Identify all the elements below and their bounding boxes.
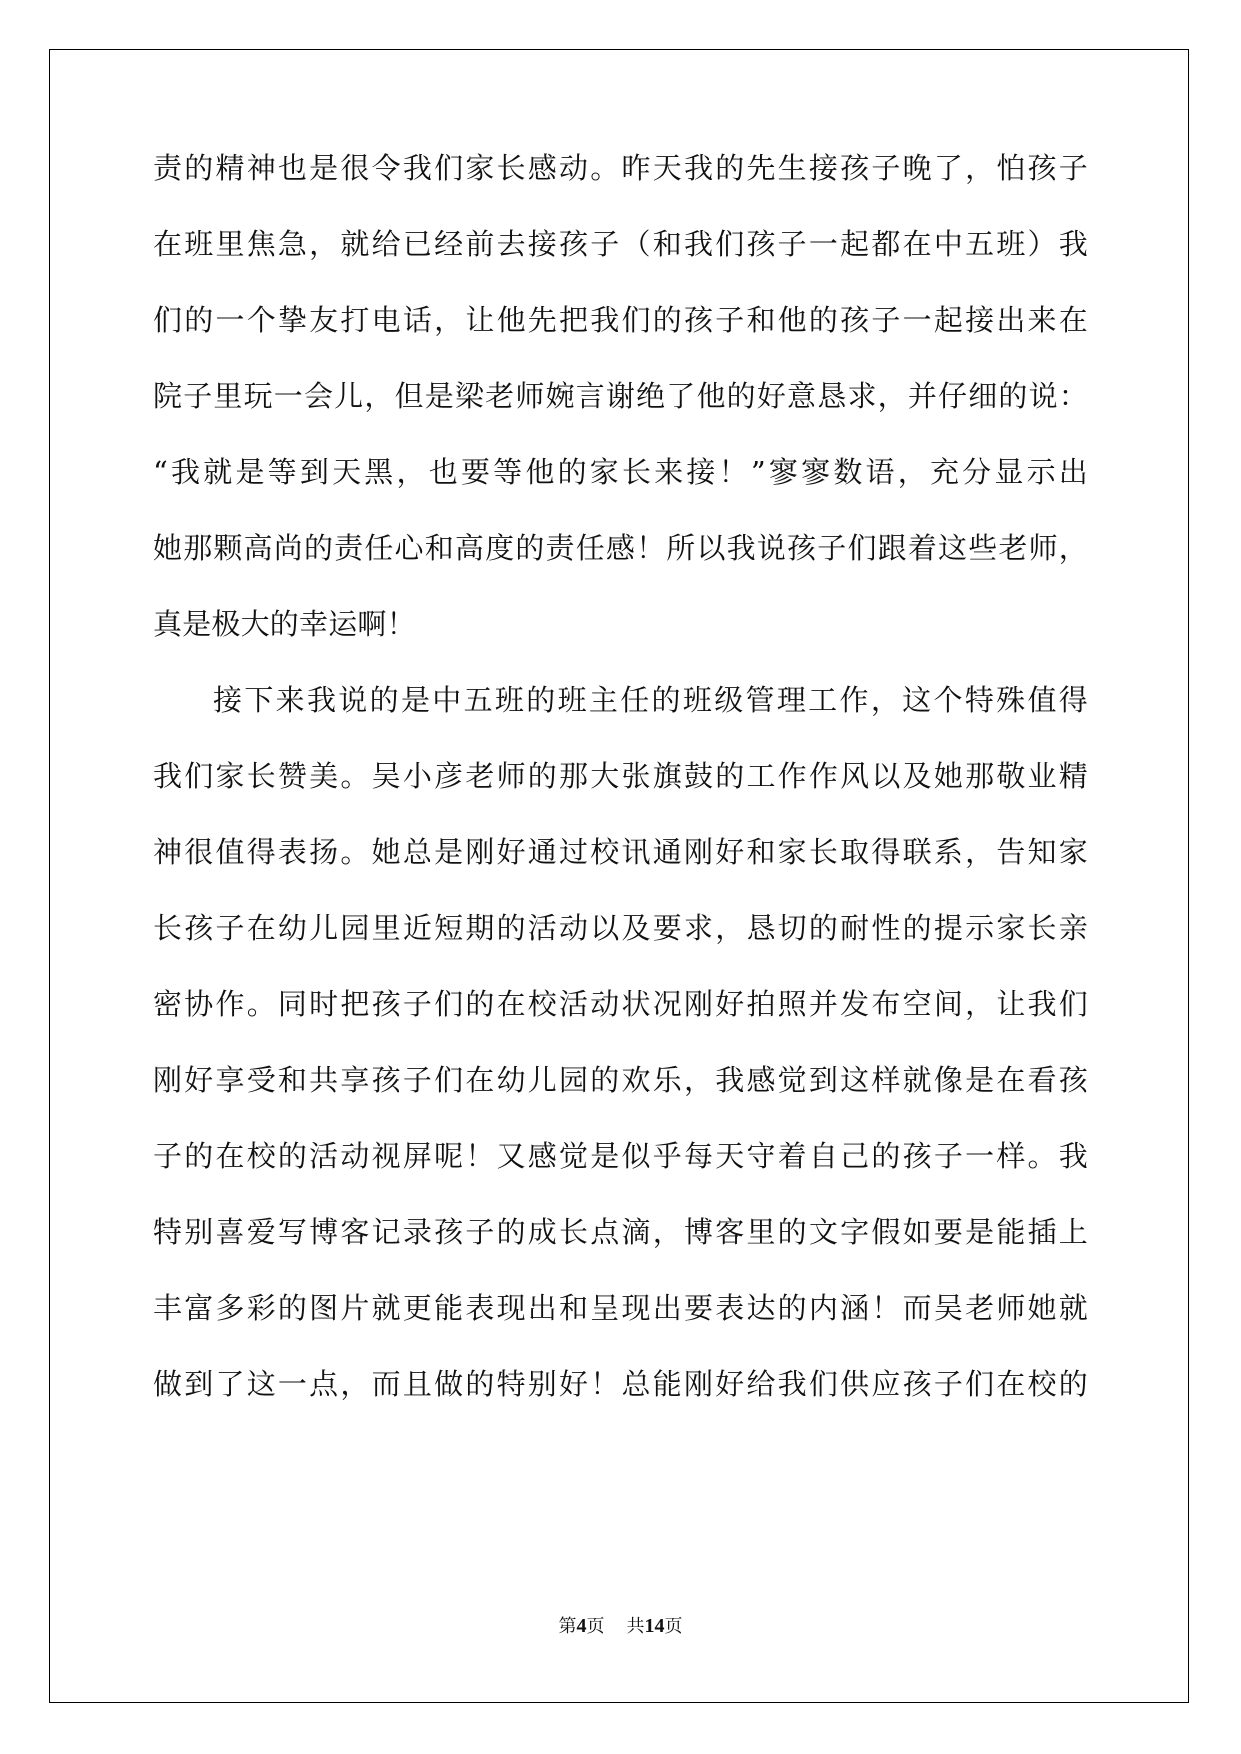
paragraph-line: 院子里玩一会儿，但是梁老师婉言谢绝了他的好意恳求，并仔细的说： bbox=[153, 379, 1088, 413]
paragraph-line: 刚好享受和共享孩子们在幼儿园的欢乐，我感觉到这样就像是在看孩 bbox=[153, 1063, 1088, 1097]
paragraph-line: 在班里焦急，就给已经前去接孩子（和我们孩子一起都在中五班）我 bbox=[153, 227, 1088, 261]
paragraph-line: 子的在校的活动视屏呢！又感觉是似乎每天守着自己的孩子一样。我 bbox=[153, 1139, 1088, 1173]
total-suffix: 页 bbox=[664, 1616, 683, 1637]
paragraph-line: 丰富多彩的图片就更能表现出和呈现出要表达的内涵！而吴老师她就 bbox=[153, 1291, 1088, 1325]
paragraph-line: 密协作。同时把孩子们的在校活动状况刚好拍照并发布空间，让我们 bbox=[153, 987, 1088, 1021]
paragraph-line: 长孩子在幼儿园里近短期的活动以及要求，恳切的耐性的提示家长亲 bbox=[153, 911, 1088, 945]
total-prefix: 共 bbox=[626, 1616, 645, 1637]
paragraph-line: 她那颗高尚的责任心和高度的责任感！所以我说孩子们跟着这些老师， bbox=[153, 531, 1088, 565]
paragraph-line: 我们家长赞美。吴小彦老师的那大张旗鼓的工作作风以及她那敬业精 bbox=[153, 759, 1088, 793]
page-number-footer bbox=[0, 1612, 1241, 1638]
paragraph-line: “我就是等到天黑，也要等他的家长来接！”寥寥数语，充分显示出 bbox=[153, 455, 1088, 489]
paragraph-line: 真是极大的幸运啊！ bbox=[153, 607, 416, 641]
paragraph-line: 接下来我说的是中五班的班主任的班级管理工作，这个特殊值得 bbox=[213, 683, 1088, 717]
page-suffix: 页 bbox=[586, 1616, 605, 1637]
paragraph-line: 做到了这一点，而且做的特别好！总能刚好给我们供应孩子们在校的 bbox=[153, 1367, 1088, 1401]
page-prefix: 第 bbox=[558, 1616, 577, 1637]
total-page-count: 14 bbox=[644, 1615, 665, 1637]
paragraph-line: 们的一个挚友打电话，让他先把我们的孩子和他的孩子一起接出来在 bbox=[153, 303, 1088, 337]
paragraph-line: 神很值得表扬。她总是刚好通过校讯通刚好和家长取得联系，告知家 bbox=[153, 835, 1088, 869]
current-page-number: 4 bbox=[576, 1615, 587, 1637]
paragraph-line: 特别喜爱写博客记录孩子的成长点滴，博客里的文字假如要是能插上 bbox=[153, 1215, 1088, 1249]
paragraph-line: 责的精神也是很令我们家长感动。昨天我的先生接孩子晚了，怕孩子 bbox=[153, 151, 1088, 185]
